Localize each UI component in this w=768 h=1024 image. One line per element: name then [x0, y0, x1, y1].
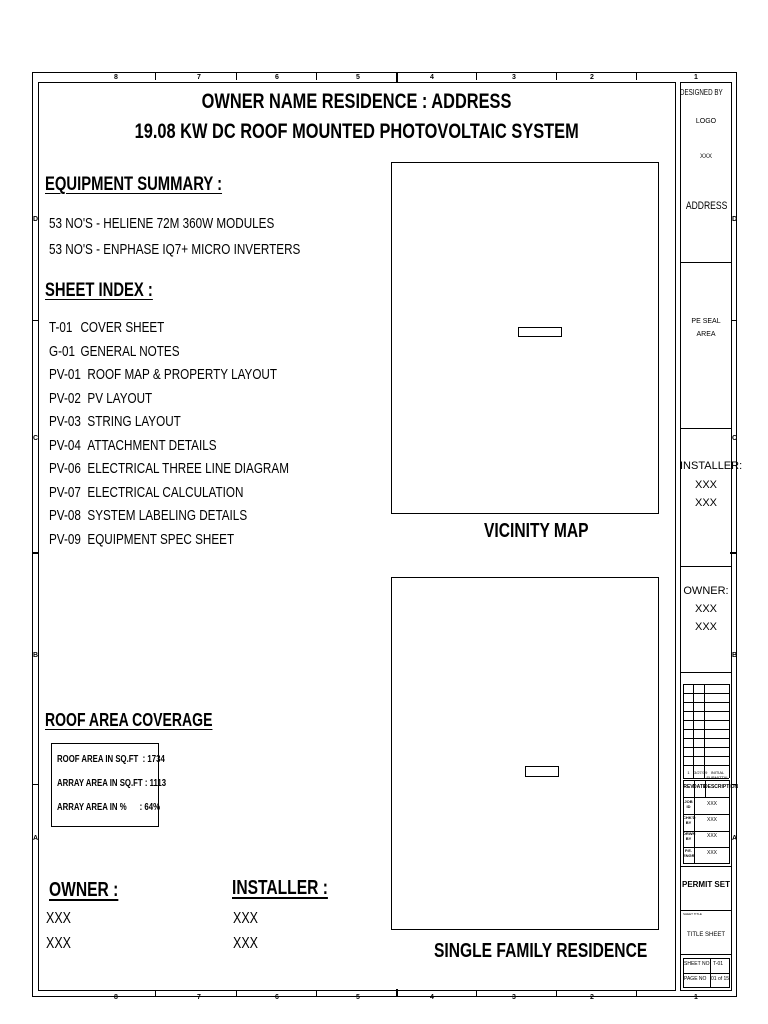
border-tick — [155, 72, 156, 80]
installer-line: XXX — [233, 935, 258, 952]
border-col-label: 4 — [430, 74, 434, 81]
border-center-mark — [32, 552, 38, 554]
title-block-divider — [680, 866, 732, 867]
installer-heading: INSTALLER : — [232, 877, 328, 899]
border-col-label: 1 — [694, 994, 698, 1001]
tb-installer-line: XXX — [694, 479, 717, 491]
border-tick — [476, 72, 477, 80]
pe-engineer-value: XXX — [706, 850, 717, 856]
map-placeholder-image — [518, 327, 562, 337]
border-col-label: 6 — [275, 74, 279, 81]
border-col-label: 2 — [590, 74, 594, 81]
sheet-index-item: PV-03 STRING LAYOUT — [49, 413, 181, 430]
border-row-label: B — [33, 652, 39, 659]
border-col-label: 8 — [114, 74, 118, 81]
border-col-label: 4 — [430, 994, 434, 1001]
sheet-index-heading: SHEET INDEX : — [45, 280, 153, 301]
checked-by-label: CHK'D BY — [683, 815, 696, 825]
pe-seal-area: AREA — [696, 331, 716, 338]
border-center-mark — [396, 989, 398, 997]
page-no-label: PAGE NO — [684, 976, 707, 982]
title-block-divider — [680, 566, 732, 567]
revision-table — [683, 684, 730, 778]
border-tick — [732, 320, 737, 321]
title-block-divider — [680, 428, 732, 429]
border-tick — [32, 784, 38, 785]
border-col-label: 7 — [197, 994, 201, 1001]
border-col-label: 3 — [512, 74, 516, 81]
sheet-title: TITLE SHEET — [686, 932, 725, 938]
designer-logo-sub: XXX — [699, 154, 712, 160]
border-row-label: A — [33, 835, 39, 842]
drawn-by-value: XXX — [706, 833, 717, 839]
title-block-divider — [680, 262, 732, 263]
title-block-divider — [680, 954, 732, 955]
border-col-label: 2 — [590, 994, 594, 1001]
residence-caption: SINGLE FAMILY RESIDENCE — [434, 940, 648, 962]
border-col-label: 3 — [512, 994, 516, 1001]
tb-installer-line: XXX — [694, 497, 717, 509]
border-tick — [236, 72, 237, 80]
sheet-index-item: PV-07 ELECTRICAL CALCULATION — [49, 483, 244, 501]
revision-desc: INITIAL SUBMITTAL — [706, 770, 729, 780]
designer-address: ADDRESS — [685, 200, 728, 212]
permit-set-label: PERMIT SET — [681, 880, 730, 889]
designer-logo: LOGO — [695, 118, 717, 125]
roof-area-row: ARRAY AREA IN SQ.FT : 1113 — [57, 778, 167, 789]
border-tick — [32, 320, 38, 321]
sheet-index-list — [49, 316, 357, 551]
designed-by-label: DESIGNED BY — [680, 88, 723, 97]
tb-owner-label: OWNER: — [683, 585, 729, 597]
roof-area-row: ROOF AREA IN SQ.FT : 1734 — [57, 754, 165, 765]
equipment-item: 53 NO'S - HELIENE 72M 360W MODULES — [49, 215, 275, 232]
border-tick — [476, 991, 477, 997]
border-col-label: 1 — [694, 74, 698, 81]
border-tick — [556, 991, 557, 997]
pe-seal-label: PE SEAL — [691, 318, 721, 325]
pe-engineer-label: P.E. ENGR — [683, 848, 695, 858]
roof-area-heading: ROOF AREA COVERAGE — [45, 710, 213, 730]
border-center-mark — [730, 552, 737, 554]
rev-header: REV — [683, 784, 694, 790]
owner-line: XXX — [46, 935, 71, 952]
revision-num: 1 — [687, 770, 690, 775]
owner-heading: OWNER : — [49, 879, 119, 901]
border-center-mark — [396, 72, 398, 82]
title-block-divider — [680, 672, 732, 673]
border-col-label: 8 — [114, 994, 118, 1001]
title-block-divider — [680, 910, 732, 911]
sheet-index-item: G-01 GENERAL NOTES — [49, 342, 180, 360]
residence-image-frame — [391, 577, 659, 930]
description-header: DESCRIPTION — [704, 784, 739, 790]
border-row-label: D — [732, 216, 738, 223]
revision-date: 3/27/19 — [694, 770, 708, 775]
sheet-index-item: PV-08 SYSTEM LABELING DETAILS — [49, 507, 248, 524]
sheet-index-item: PV-09 EQUIPMENT SPEC SHEET — [49, 530, 235, 548]
sheet-no-value: T-01 — [713, 961, 724, 967]
sheet-no-label: SHEET NO — [684, 961, 710, 967]
border-col-label: 5 — [356, 74, 360, 81]
sheet-index-item: PV-06 ELECTRICAL THREE LINE DIAGRAM — [49, 460, 289, 477]
border-tick — [316, 72, 317, 80]
border-col-label: 5 — [356, 994, 360, 1001]
date-header: DATE — [693, 784, 707, 790]
border-tick — [636, 72, 637, 80]
roof-area-row: ARRAY AREA IN % : 64% — [57, 802, 161, 813]
owner-line: XXX — [46, 910, 71, 927]
border-tick — [636, 991, 637, 997]
vicinity-map-frame — [391, 162, 659, 514]
border-row-label: B — [732, 652, 738, 659]
installer-line: XXX — [233, 910, 258, 927]
border-tick — [556, 72, 557, 80]
tb-owner-line: XXX — [694, 621, 717, 633]
sheet-index-item: T-01 COVER SHEET — [49, 319, 165, 336]
roof-area-table — [51, 743, 167, 827]
sheet-index-item: PV-01 ROOF MAP & PROPERTY LAYOUT — [49, 366, 278, 383]
border-tick — [236, 991, 237, 997]
checked-by-value: XXX — [706, 817, 717, 823]
page-no-value: 01 of 15 — [711, 976, 730, 982]
residence-placeholder-image — [525, 766, 559, 777]
header-title-system: 19.08 KW DC ROOF MOUNTED PHOTOVOLTAIC SYSTEM — [134, 120, 580, 143]
sheet-title-label: SHEET TITLE — [683, 912, 702, 916]
border-col-label: 6 — [275, 994, 279, 1001]
border-row-label: D — [33, 216, 39, 223]
equipment-summary-heading: EQUIPMENT SUMMARY : — [45, 174, 223, 195]
border-tick — [316, 991, 317, 997]
border-row-label: C — [732, 435, 738, 442]
equipment-item: 53 NO'S - ENPHASE IQ7+ MICRO INVERTERS — [49, 241, 301, 258]
sheet-index-item: PV-04 ATTACHMENT DETAILS — [49, 436, 217, 454]
drawn-by-label: DRWN BY — [683, 831, 696, 841]
job-id-label: JOB ID — [684, 799, 693, 809]
header-title-owner: OWNER NAME RESIDENCE : ADDRESS — [202, 90, 512, 113]
border-row-label: C — [33, 435, 39, 442]
border-tick — [155, 991, 156, 997]
vicinity-map-caption: VICINITY MAP — [484, 520, 589, 542]
tb-owner-line: XXX — [694, 603, 717, 615]
border-col-label: 7 — [197, 74, 201, 81]
sheet-index-item: PV-02 PV LAYOUT — [49, 389, 153, 407]
border-row-label: A — [732, 835, 738, 842]
job-id-value: XXX — [706, 801, 717, 807]
tb-installer-label: INSTALLER: — [680, 460, 743, 472]
